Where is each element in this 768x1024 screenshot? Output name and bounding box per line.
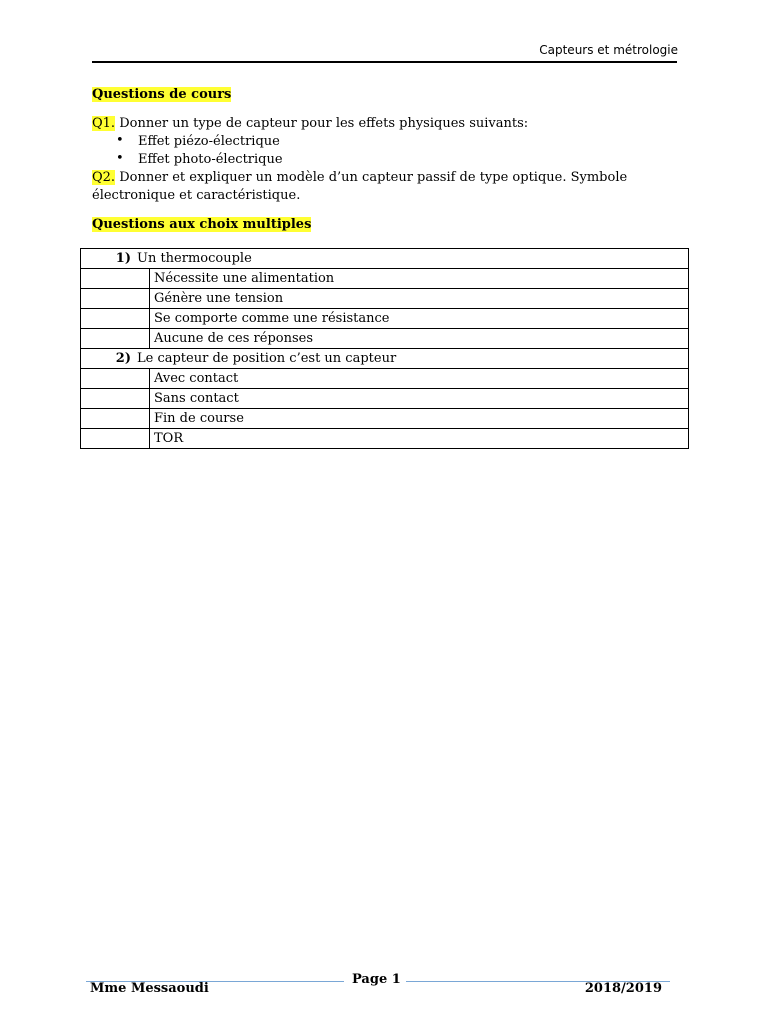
header-rule bbox=[92, 61, 677, 63]
running-header: Capteurs et métrologie bbox=[539, 43, 678, 57]
option-text: Nécessite une alimentation bbox=[150, 269, 689, 289]
option-text: Se comporte comme une résistance bbox=[150, 309, 689, 329]
qcm-option-row bbox=[81, 409, 689, 429]
qcm-option-row bbox=[81, 429, 689, 449]
question-number: 1) bbox=[115, 251, 131, 266]
question-number: 2) bbox=[115, 351, 131, 366]
answer-checkbox-cell[interactable] bbox=[81, 429, 150, 449]
bullet-icon: • bbox=[116, 151, 124, 166]
answer-checkbox-cell[interactable] bbox=[81, 269, 150, 289]
q2-text-line1: Donner et expliquer un modèle d’un capteur passif de type optique. Symbole bbox=[119, 170, 628, 185]
qcm-option-row bbox=[81, 269, 689, 289]
page-number: Page 1 bbox=[352, 972, 401, 987]
q1-item-2: Effet photo-électrique bbox=[138, 152, 283, 167]
footer-author: Mme Messaoudi bbox=[90, 981, 209, 996]
answer-checkbox-cell[interactable] bbox=[81, 329, 150, 349]
option-text: Fin de course bbox=[150, 409, 689, 429]
option-text: Génère une tension bbox=[150, 289, 689, 309]
option-text: TOR bbox=[150, 429, 689, 449]
qcm-question-row bbox=[81, 249, 689, 269]
answer-checkbox-cell[interactable] bbox=[81, 289, 150, 309]
question-text: Un thermocouple bbox=[137, 251, 252, 266]
answer-checkbox-cell[interactable] bbox=[81, 389, 150, 409]
question-q2 bbox=[92, 169, 692, 187]
q1-item-1: Effet piézo-électrique bbox=[138, 134, 280, 149]
answer-checkbox-cell[interactable] bbox=[81, 309, 150, 329]
section-title-cours: Questions de cours bbox=[92, 87, 232, 102]
qcm-option-row bbox=[81, 369, 689, 389]
section-title-qcm: Questions aux choix multiples bbox=[92, 217, 312, 232]
q1-label: Q1. bbox=[92, 116, 116, 131]
option-text: Sans contact bbox=[150, 389, 689, 409]
answer-checkbox-cell[interactable] bbox=[81, 369, 150, 389]
qcm-option-row bbox=[81, 309, 689, 329]
option-text: Aucune de ces réponses bbox=[150, 329, 689, 349]
q2-text-line2: électronique et caractéristique. bbox=[92, 188, 301, 203]
qcm-option-row bbox=[81, 389, 689, 409]
bullet-icon: • bbox=[116, 133, 124, 148]
q2-label: Q2. bbox=[92, 170, 116, 185]
qcm-table bbox=[80, 248, 689, 449]
qcm-option-row bbox=[81, 329, 689, 349]
qcm-question-row bbox=[81, 349, 689, 369]
answer-checkbox-cell[interactable] bbox=[81, 409, 150, 429]
qcm-option-row bbox=[81, 289, 689, 309]
question-text: Le capteur de position c’est un capteur bbox=[137, 351, 397, 366]
footer-year: 2018/2019 bbox=[584, 981, 662, 996]
question-q1 bbox=[92, 115, 528, 133]
option-text: Avec contact bbox=[150, 369, 689, 389]
q1-text: Donner un type de capteur pour les effets physiques suivants: bbox=[119, 116, 529, 131]
